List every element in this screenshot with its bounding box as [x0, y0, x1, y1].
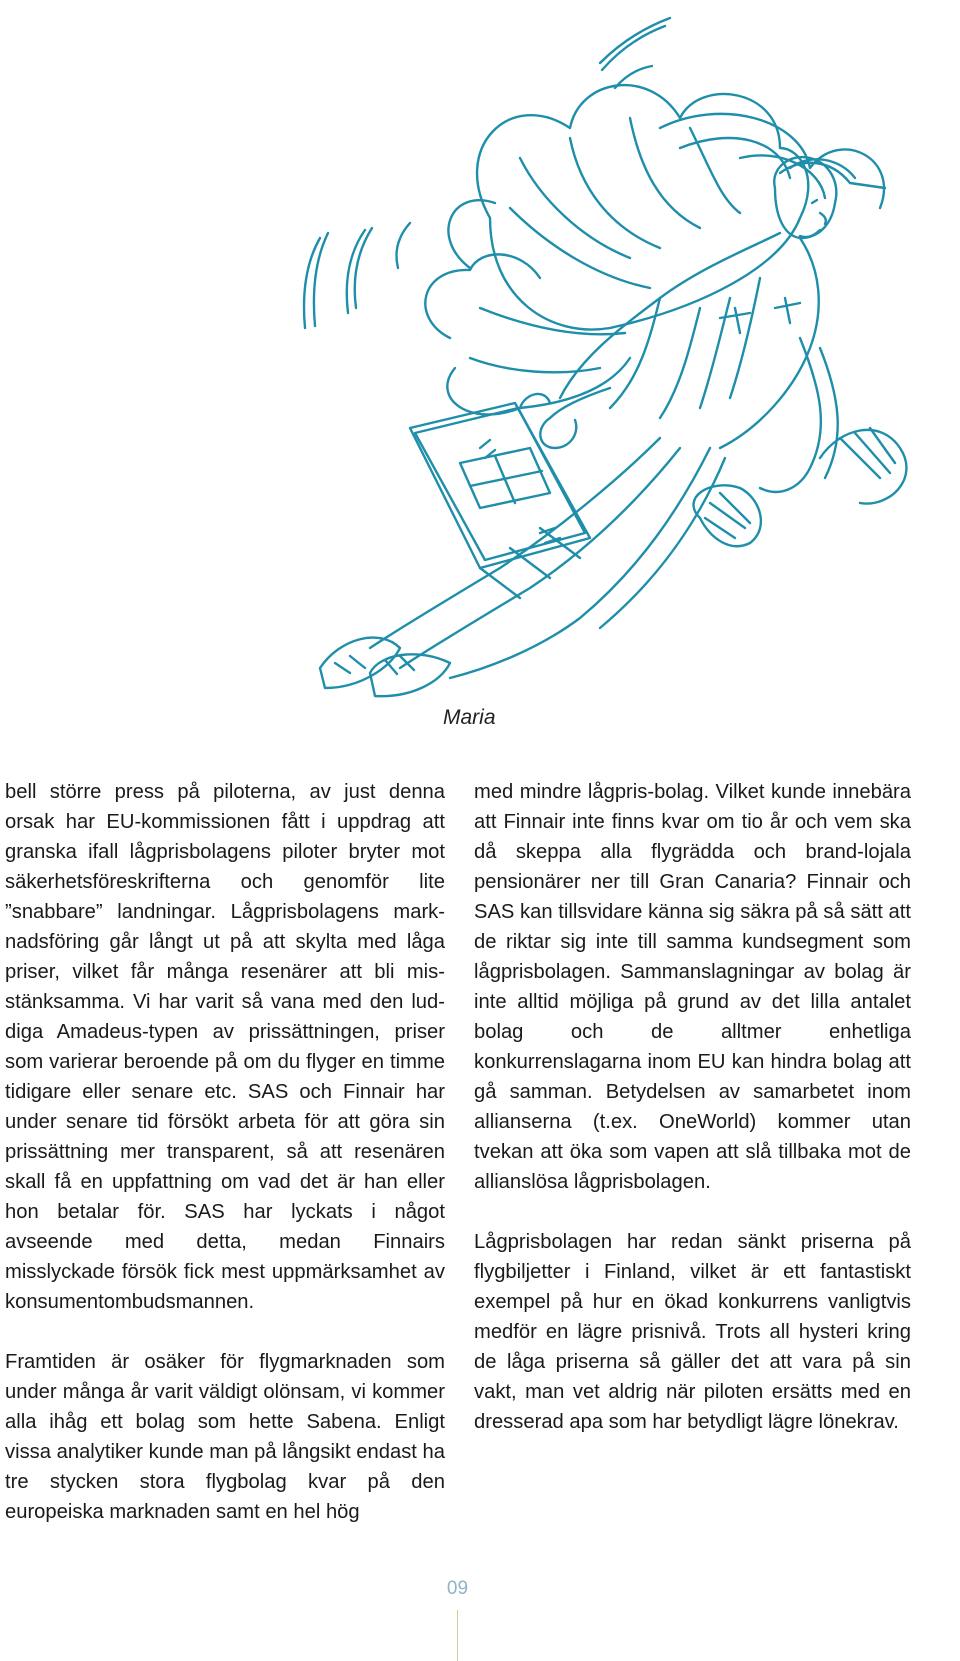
page-number-rule — [457, 1610, 458, 1661]
article-column-left — [5, 777, 445, 1557]
paragraph: Framtiden är osäker för flygmarknaden som under många år varit väldigt olönsam, vi kommer alla ihåg ett bolag som hette Sabena. Enligt vissa analytiker kunde man på långsikt endast ha tre stycken stora flygbolag kvar på den europeiska marknaden samt en hel hög — [5, 1351, 445, 1523]
head-icon — [774, 157, 885, 238]
paragraph: med mindre lågpris-bolag. Vilket kunde innebära att Finnair inte finns kvar om tio år och vem ska då skeppa alla flygrädda och brand-lojala pensionärer ner till Gran Canaria? Finnair och SAS kan tillsvidare känna sig säkra på så sätt att de riktar sig inte till samma kundsegment som lågprisbolagen. Sammanslagningar av bolag är inte alltid möjliga på grund av det lilla antalet bolag och de alltmer enhetliga konkurrenslagarna inom EU kan hindra bolag att gå samman. Betydelsen av samarbetet inom allianserna (t.ex. OneWorld) kommer utan tvekan att öka som vapen att slå tillbaka mot de allianslösa lågprisbolagen. — [474, 781, 911, 1193]
paragraph: Lågprisbolagen har redan sänkt priserna på flygbiljetter i Finland, vilket är ett fantastiskt exempel på hur en ökad konkurrens vanligtvis medför en lägre prisnivå. Trots all hysteri kring de låga priserna så gäller det att vara på sin vakt, man vet aldrig när piloten ersätts med en dresserad apa som har betydligt lägre lönekrav. — [474, 1231, 911, 1433]
motion-lines-icon — [304, 18, 670, 328]
body-icon — [320, 233, 838, 696]
page-number: 09 — [446, 1578, 469, 1599]
paragraph: bell större press på piloterna, av just denna orsak har EU-kommissionen fått i uppdrag att granska ifall lågprisbolagens piloter bryter mot säkerhetsföreskrifterna och genomför lite ”snabbare” landningar. Lågprisbolagens marknadsföring går långt ut på att skylta med låga priser, vilket får många resenärer att bli misstänksamma. Vi har varit så vana med den luddiga Amadeus-typen av prissättningen, priser som varierar beroende på om du flyger en timme tidigare eller senare etc. SAS och Finnair har under senare tid försökt arbeta för att göra sin prissättning mer transparent, så att resenären skall få en uppfattning om vad det är han eller hon betalar för. SAS har lyckats i något avseende med detta, medan Finnairs misslyckade försök fick mest uppmärksamhet av konsumentombudsmannen. — [5, 781, 445, 1313]
article-column-right — [474, 777, 911, 1467]
flying-businessman-illustration — [280, 8, 930, 753]
wings-icon — [425, 85, 884, 414]
illustration-caption: Maria — [443, 706, 496, 729]
briefcase-icon — [410, 394, 590, 568]
